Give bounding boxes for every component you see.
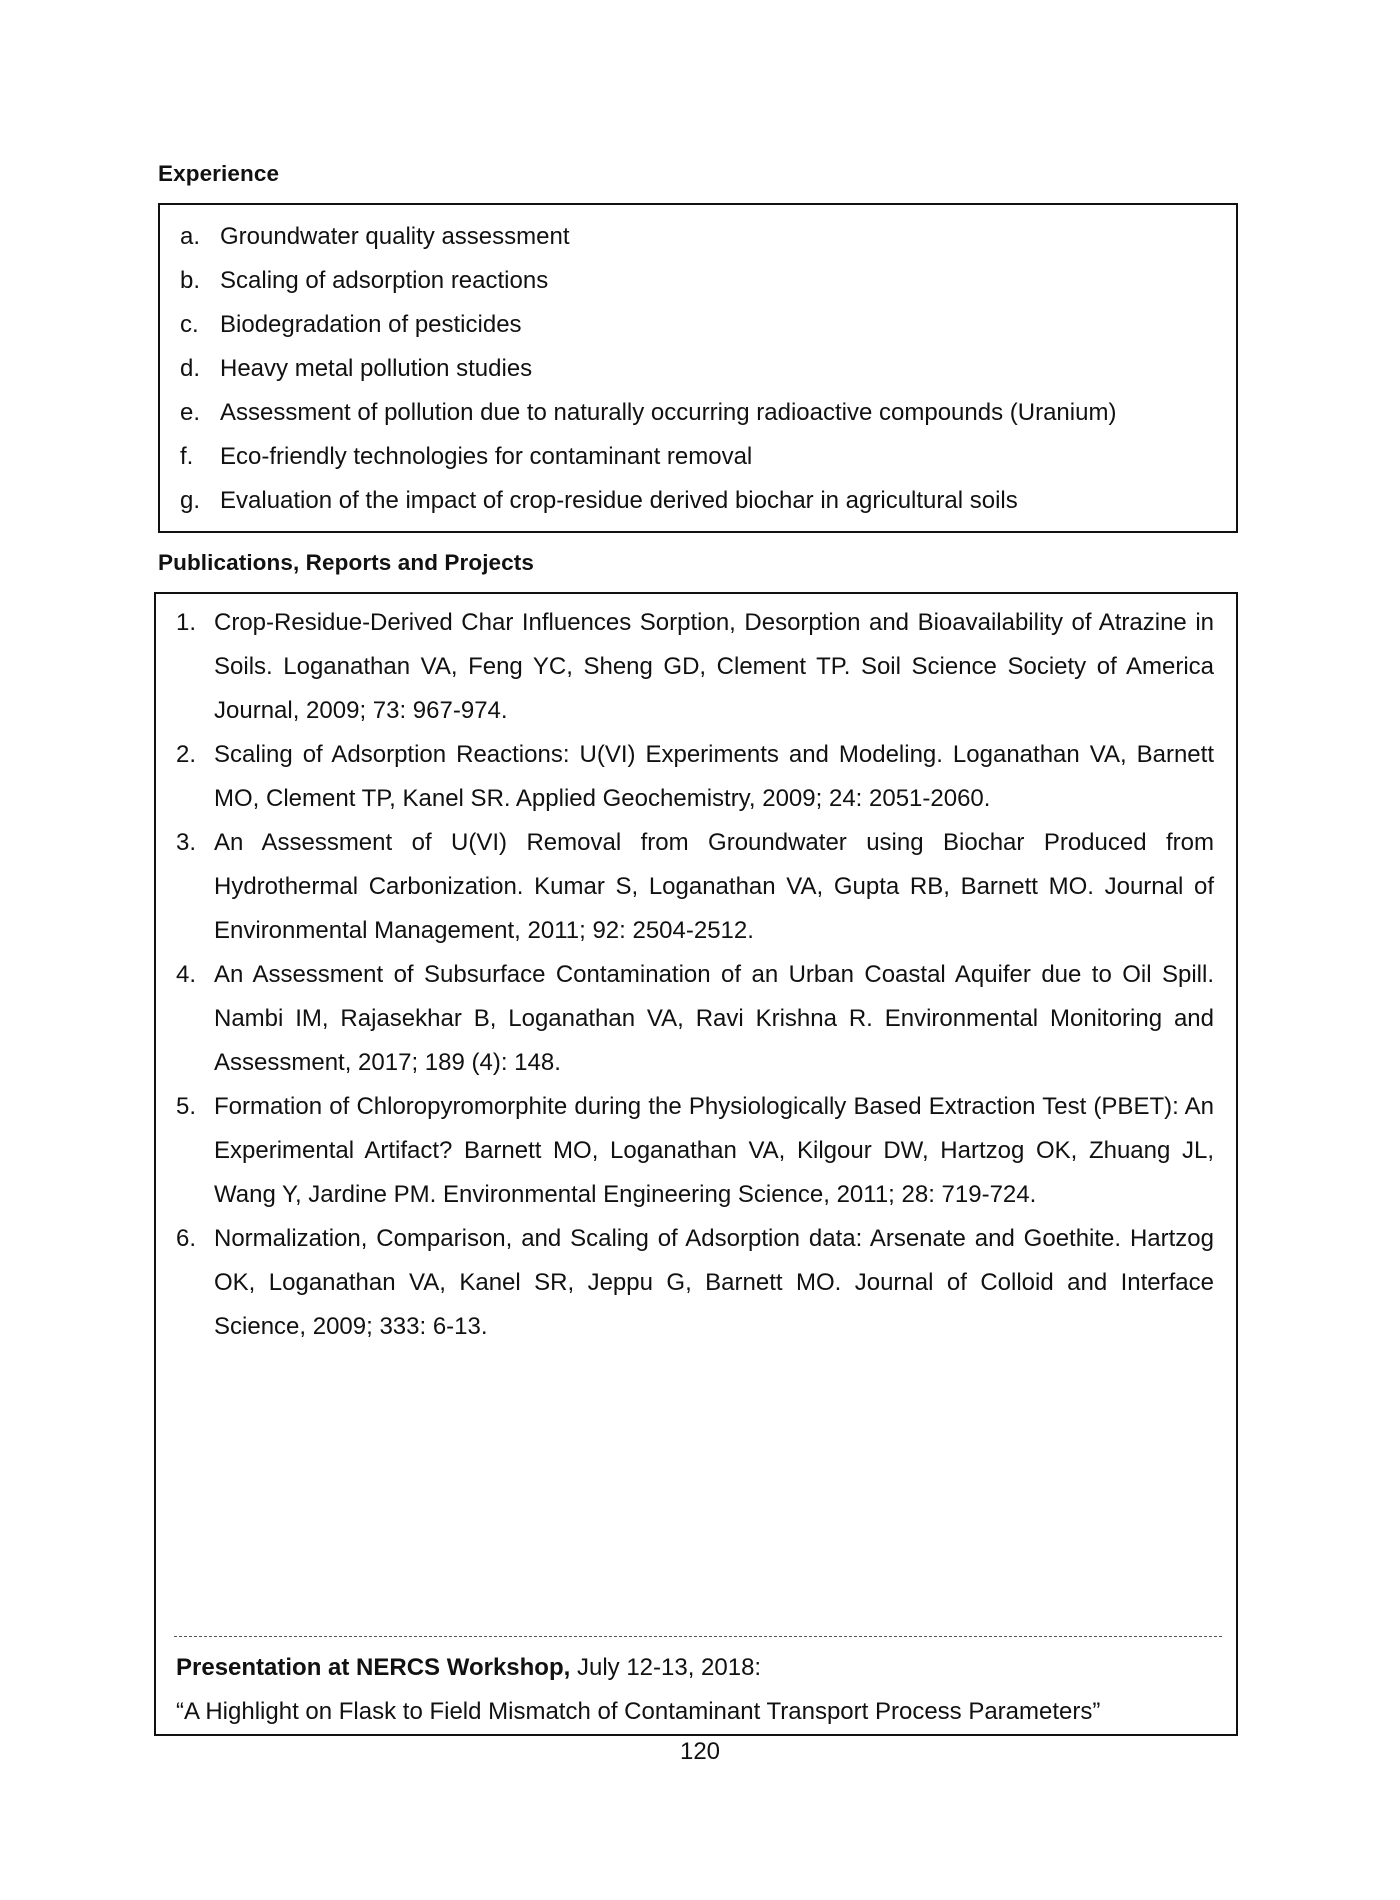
list-marker: 1. bbox=[176, 609, 197, 636]
experience-list bbox=[180, 215, 1216, 523]
list-marker: a. bbox=[180, 223, 201, 250]
dashed-divider bbox=[174, 1636, 1222, 1637]
publication-item bbox=[176, 953, 1214, 1085]
presentation-note bbox=[176, 1646, 1218, 1734]
list-marker: b. bbox=[180, 267, 201, 294]
experience-item-text: Heavy metal pollution studies bbox=[220, 355, 533, 382]
publication-text: An Assessment of U(VI) Removal from Groundwater using Biochar Produced from Hydrothermal Carbonization. Kumar S, Loganathan VA, Gupta RB, Barnett MO. Journal of Environmental Management, 2011; 92: 2504-2512. bbox=[214, 829, 1214, 944]
experience-item-text: Eco-friendly technologies for contaminant removal bbox=[220, 443, 753, 470]
publication-item bbox=[176, 1217, 1214, 1349]
publication-item bbox=[176, 1085, 1214, 1217]
list-marker: 4. bbox=[176, 961, 197, 988]
page-number: 120 bbox=[679, 1738, 721, 1765]
presentation-heading-line bbox=[176, 1646, 1218, 1690]
publications-box bbox=[154, 592, 1238, 1736]
publication-text: Crop-Residue-Derived Char Influences Sorption, Desorption and Bioavailability of Atrazine in Soils. Loganathan VA, Feng YC, Sheng GD, Clement TP. Soil Science Society of America Journal, 2009; 73: 967-974. bbox=[214, 609, 1214, 724]
list-marker: e. bbox=[180, 399, 201, 426]
experience-item bbox=[180, 259, 1216, 303]
list-marker: c. bbox=[180, 311, 199, 338]
experience-item-text: Evaluation of the impact of crop-residue derived biochar in agricultural soils bbox=[220, 487, 1018, 514]
experience-heading: Experience bbox=[158, 161, 280, 186]
list-marker: f. bbox=[180, 443, 194, 470]
list-marker: 3. bbox=[176, 829, 197, 856]
publication-item bbox=[176, 601, 1214, 733]
experience-item-text: Scaling of adsorption reactions bbox=[220, 267, 549, 294]
publication-text: Formation of Chloropyromorphite during the Physiologically Based Extraction Test (PBET): An Experimental Artifact? Barnett MO, Loganathan VA, Kilgour DW, Hartzog OK, Zhuang JL, Wang Y, Jardine PM. Environmental Engineering Science, 2011; 28: 719-724. bbox=[214, 1093, 1214, 1208]
experience-item bbox=[180, 391, 1216, 435]
presentation-label: Presentation at NERCS Workshop, bbox=[176, 1654, 571, 1681]
publications-list bbox=[176, 601, 1214, 1349]
experience-item bbox=[180, 479, 1216, 523]
list-marker: 5. bbox=[176, 1093, 197, 1120]
experience-item bbox=[180, 347, 1216, 391]
publication-text: An Assessment of Subsurface Contamination of an Urban Coastal Aquifer due to Oil Spill. Nambi IM, Rajasekhar B, Loganathan VA, Ravi Krishna R. Environmental Monitoring and Assessment, 2017; 189 (4): 148. bbox=[214, 961, 1214, 1076]
list-marker: g. bbox=[180, 487, 201, 514]
list-marker: d. bbox=[180, 355, 201, 382]
experience-item-text: Biodegradation of pesticides bbox=[220, 311, 522, 338]
publication-text: Scaling of Adsorption Reactions: U(VI) Experiments and Modeling. Loganathan VA, Barnett MO, Clement TP, Kanel SR. Applied Geochemistry, 2009; 24: 2051-2060. bbox=[214, 741, 1214, 812]
publication-text: Normalization, Comparison, and Scaling of Adsorption data: Arsenate and Goethite. Hartzog OK, Loganathan VA, Kanel SR, Jeppu G, Barnett MO. Journal of Colloid and Interface Science, 2009; 333: 6-13. bbox=[214, 1225, 1214, 1340]
experience-box bbox=[158, 203, 1238, 533]
experience-item bbox=[180, 435, 1216, 479]
publications-heading: Publications, Reports and Projects bbox=[158, 550, 534, 575]
experience-item bbox=[180, 303, 1216, 347]
experience-item-text: Groundwater quality assessment bbox=[220, 223, 570, 250]
experience-item-text: Assessment of pollution due to naturally occurring radioactive compounds (Uranium) bbox=[220, 399, 1117, 426]
publication-item bbox=[176, 821, 1214, 953]
presentation-title: “A Highlight on Flask to Field Mismatch of Contaminant Transport Process Parameters” bbox=[176, 1698, 1101, 1725]
experience-item bbox=[180, 215, 1216, 259]
list-marker: 6. bbox=[176, 1225, 197, 1252]
presentation-date: July 12-13, 2018: bbox=[576, 1654, 762, 1681]
list-marker: 2. bbox=[176, 741, 197, 768]
publication-item bbox=[176, 733, 1214, 821]
